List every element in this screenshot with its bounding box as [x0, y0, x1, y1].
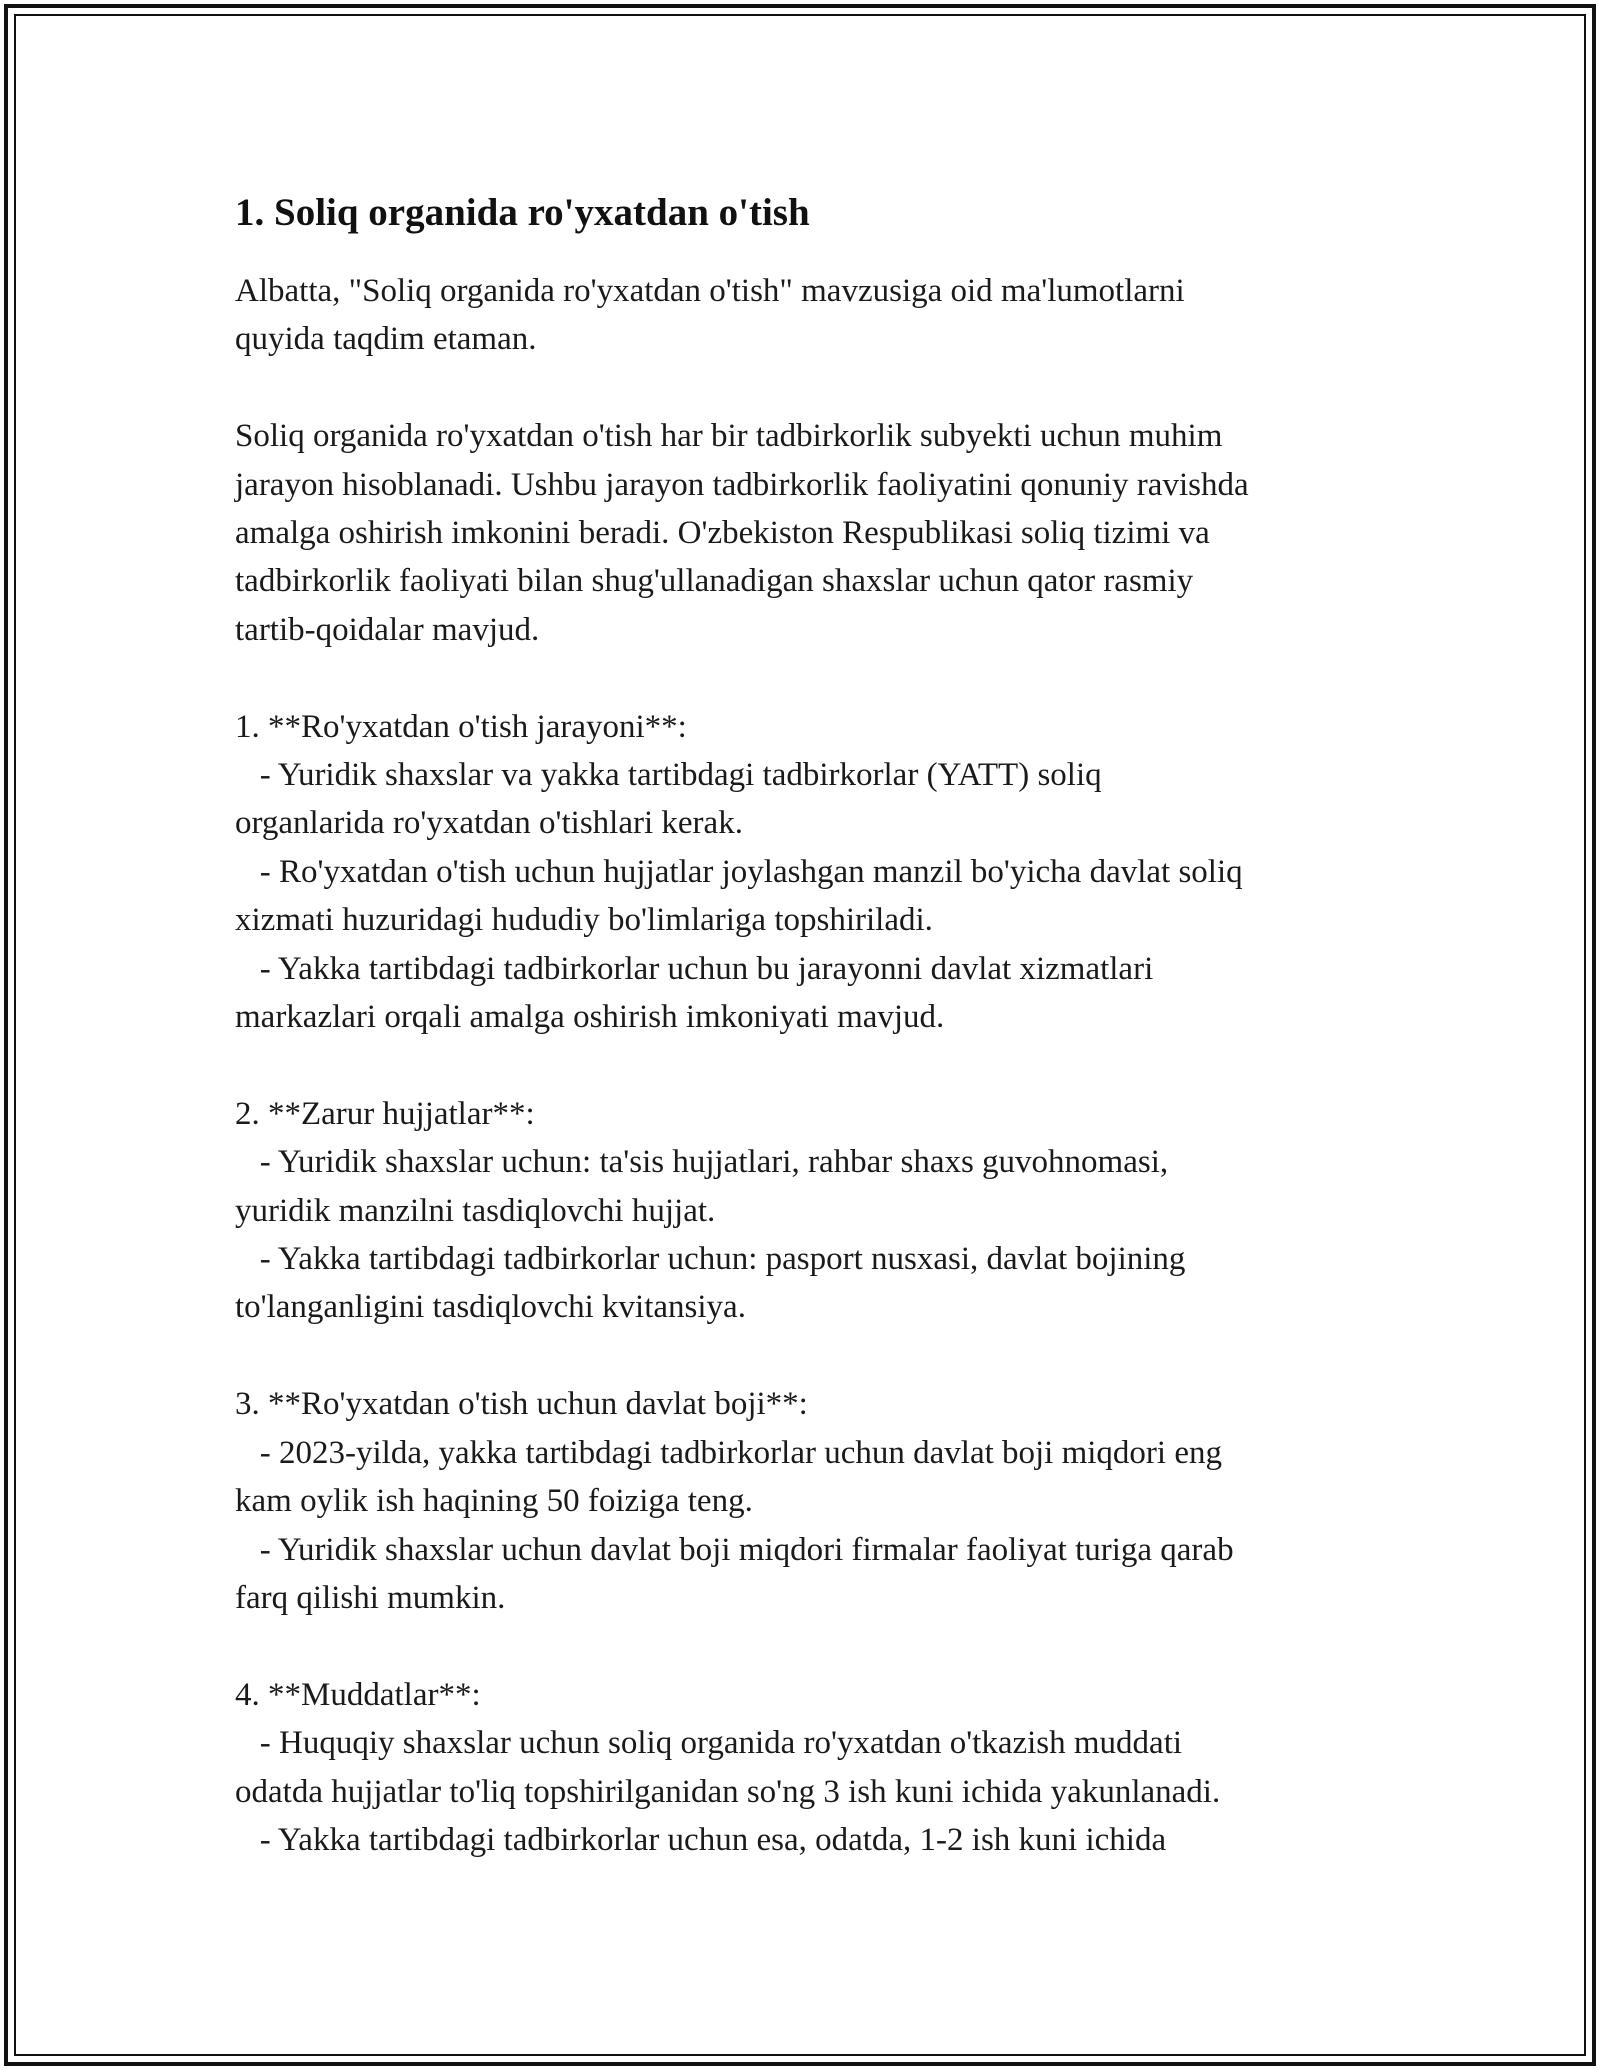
overview-paragraph: Soliq organida ro'yxatdan o'tish har bir tadbirkorlik subyekti uchun muhim jarayon hisoblanadi. Ushbu jarayon tadbirkorlik faoliyatini qonuniy ravishda amalga oshirish imkonini beradi. O'zbekiston Respublikasi soliq tizimi va tadbirkorlik faoliyati bilan shug'ullanadigan shaxslar uchun qator rasmiy tartib-qoidalar mavjud. [235, 418, 1249, 648]
section-deadlines: 4. **Muddatlar**: - Huquqiy shaxslar uchun soliq organida ro'yxatdan o'tkazish muddati odatda hujjatlar to'liq topshirilganidan so'ng 3 ish kuni ichida yakunlanadi. - Yakka tartibdagi tadbirkorlar uchun esa, odatda, 1-2 ish kuni ichida [235, 1676, 1221, 1858]
spacer [235, 1332, 1385, 1380]
section-registration-process: 1. **Ro'yxatdan o'tish jarayoni**: - Yuridik shaxslar va yakka tartibdagi tadbirkorlar (YATT) soliq organlarida ro'yxatdan o'tishlari kerak. - Ro'yxatdan o'tish uchun hujjatlar joylashgan manzil bo'yicha davlat soliq xizmati huzuridagi hududiy bo'limlariga topshiriladi. - Yakka tartibdagi tadbirkorlar uchun bu jarayonni davlat xizmatlari markazlari orqali amalga oshirish imkoniyati mavjud. [235, 708, 1243, 1036]
spacer [235, 241, 1385, 267]
section-required-documents: 2. **Zarur hujjatlar**: - Yuridik shaxslar uchun: ta'sis hujjatlari, rahbar shaxs guvohnomasi, yuridik manzilni tasdiqlovchi hujjat. - Yakka tartibdagi tadbirkorlar uchun: pasport nusxasi, davlat bojining to'langanligini tasdiqlovchi kvitansiya. [235, 1095, 1186, 1326]
spacer [235, 364, 1385, 412]
spacer [235, 1041, 1385, 1089]
spacer [235, 654, 1385, 702]
document-body [235, 185, 1385, 1864]
intro-paragraph: Albatta, "Soliq organida ro'yxatdan o'tish" mavzusiga oid ma'lumotlarni quyida taqdim etaman. [235, 273, 1185, 358]
section-state-fee: 3. **Ro'yxatdan o'tish uchun davlat boji**: - 2023-yilda, yakka tartibdagi tadbirkorlar uchun davlat boji miqdori eng kam oylik ish haqining 50 foiziga teng. - Yuridik shaxslar uchun davlat boji miqdori firmalar faoliyat turiga qarab farq qilishi mumkin. [235, 1386, 1234, 1616]
document-title: 1. Soliq organida ro'yxatdan o'tish [235, 191, 810, 234]
spacer [235, 1622, 1385, 1670]
